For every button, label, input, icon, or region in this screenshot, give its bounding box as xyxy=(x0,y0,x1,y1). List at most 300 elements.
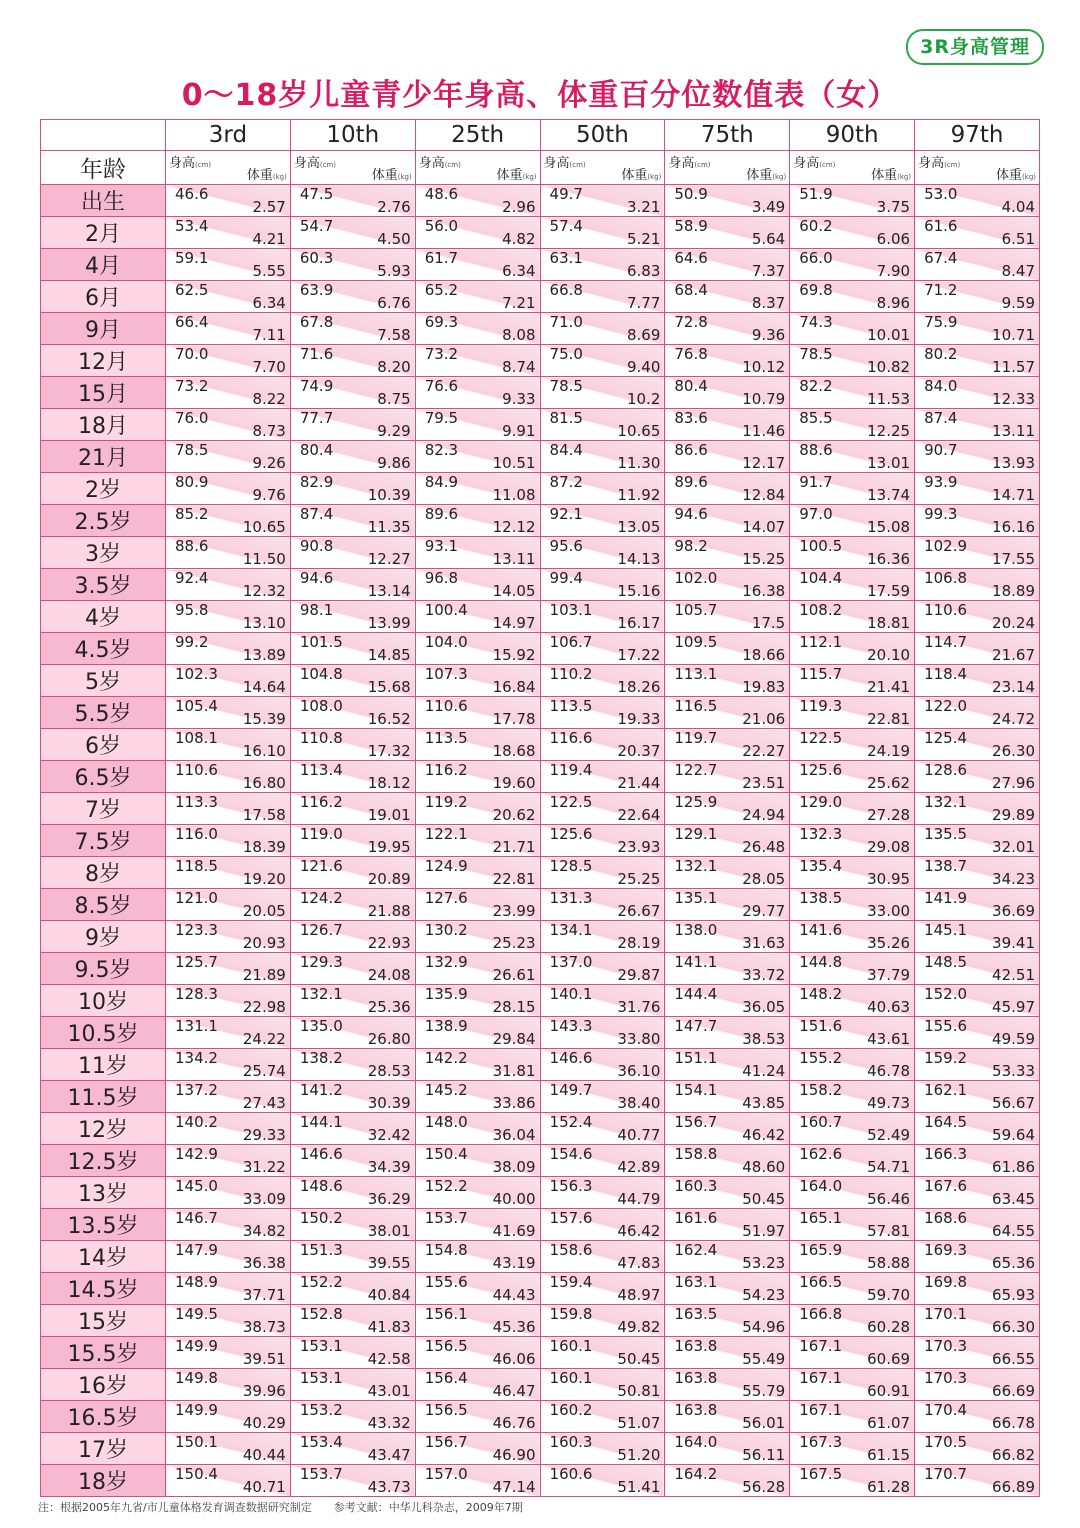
weight-value: 31.81 xyxy=(492,1062,536,1080)
weight-value: 3.75 xyxy=(876,198,911,216)
height-value: 96.8 xyxy=(424,569,459,587)
height-value: 73.2 xyxy=(424,345,459,363)
weight-value: 17.22 xyxy=(617,646,661,664)
weight-value: 30.39 xyxy=(367,1094,411,1112)
height-value: 144.4 xyxy=(674,985,718,1003)
weight-value: 10.79 xyxy=(742,390,786,408)
percentile-cell xyxy=(540,1017,665,1049)
height-value: 164.0 xyxy=(799,1177,843,1195)
height-value: 160.3 xyxy=(549,1433,593,1451)
percentile-cell xyxy=(415,1337,540,1369)
weight-value: 61.28 xyxy=(867,1478,911,1496)
percentile-cell xyxy=(540,729,665,761)
percentile-cell xyxy=(540,537,665,569)
height-value: 149.9 xyxy=(175,1337,218,1355)
weight-value: 8.47 xyxy=(1001,262,1035,280)
table-row xyxy=(41,537,1040,569)
weight-value: 51.41 xyxy=(617,1478,661,1496)
weight-value: 6.34 xyxy=(252,294,286,312)
weight-value: 5.64 xyxy=(751,230,786,248)
percentile-cell xyxy=(290,217,415,249)
weight-value: 31.63 xyxy=(742,934,786,952)
weight-label-text: 体重 xyxy=(621,168,648,183)
height-value: 76.0 xyxy=(175,409,209,427)
weight-unit: (kg) xyxy=(647,173,662,181)
height-value: 166.3 xyxy=(924,1145,968,1163)
weight-value: 25.74 xyxy=(242,1062,286,1080)
height-value: 132.9 xyxy=(424,953,468,971)
height-value: 160.7 xyxy=(799,1113,843,1131)
percentile-cell xyxy=(915,601,1040,633)
height-value: 101.5 xyxy=(299,633,343,651)
age-cell: 15.5岁 xyxy=(41,1337,166,1369)
percentile-cell xyxy=(290,1081,415,1113)
height-value: 122.1 xyxy=(424,825,468,843)
weight-value: 15.68 xyxy=(367,678,411,696)
weight-value: 12.25 xyxy=(867,422,911,440)
age-cell: 14.5岁 xyxy=(41,1273,166,1305)
percentile-cell xyxy=(540,505,665,537)
percentile-cell xyxy=(166,249,291,281)
age-cell: 21月 xyxy=(41,441,166,473)
height-value: 162.6 xyxy=(799,1145,843,1163)
weight-value: 14.85 xyxy=(367,646,411,664)
percentile-cell xyxy=(290,1433,415,1465)
height-label-text: 身高 xyxy=(418,156,445,171)
weight-value: 27.96 xyxy=(992,774,1035,792)
percentile-cell xyxy=(166,665,291,697)
weight-value: 6.06 xyxy=(876,230,911,248)
weight-value: 7.21 xyxy=(502,294,536,312)
weight-value: 7.90 xyxy=(876,262,911,280)
percentile-cell xyxy=(415,1145,540,1177)
weight-value: 7.70 xyxy=(252,358,286,376)
age-cell: 11岁 xyxy=(41,1049,166,1081)
percentile-cell xyxy=(166,1049,291,1081)
percentile-cell xyxy=(915,1081,1040,1113)
percentile-cell xyxy=(415,665,540,697)
col-header-50th: 50th xyxy=(540,120,665,151)
height-value: 89.6 xyxy=(674,473,708,491)
height-value: 87.2 xyxy=(549,473,583,491)
percentile-cell xyxy=(665,1017,790,1049)
weight-unit: (kg) xyxy=(897,173,912,181)
weight-value: 10.51 xyxy=(492,454,536,472)
percentile-header-row xyxy=(41,120,1040,151)
height-value: 137.0 xyxy=(549,953,593,971)
weight-value: 45.36 xyxy=(492,1318,536,1336)
height-value: 81.5 xyxy=(549,409,583,427)
weight-value: 6.76 xyxy=(377,294,411,312)
weight-label-text: 体重 xyxy=(996,168,1023,183)
height-value: 71.0 xyxy=(549,313,583,331)
height-value: 160.2 xyxy=(549,1401,593,1419)
height-value: 105.7 xyxy=(674,601,718,619)
weight-value: 18.66 xyxy=(742,646,786,664)
weight-value: 10.65 xyxy=(617,422,661,440)
weight-value: 28.53 xyxy=(367,1062,411,1080)
percentile-cell xyxy=(415,1177,540,1209)
height-label-text: 身高 xyxy=(293,156,320,171)
percentile-cell xyxy=(166,537,291,569)
height-value: 113.4 xyxy=(299,761,343,779)
height-value: 164.5 xyxy=(924,1113,968,1131)
weight-value: 6.51 xyxy=(1001,230,1035,248)
age-cell: 5岁 xyxy=(41,665,166,697)
table-row xyxy=(41,953,1040,985)
weight-value: 29.89 xyxy=(992,806,1035,824)
height-value: 61.6 xyxy=(924,217,958,235)
percentile-cell xyxy=(166,505,291,537)
height-value: 142.2 xyxy=(424,1049,468,1067)
percentile-cell xyxy=(415,633,540,665)
weight-value: 13.93 xyxy=(992,454,1035,472)
height-value: 125.9 xyxy=(674,793,718,811)
age-cell: 10.5岁 xyxy=(41,1017,166,1049)
percentile-cell xyxy=(166,1433,291,1465)
height-value: 167.3 xyxy=(799,1433,843,1451)
weight-value: 14.13 xyxy=(617,550,661,568)
percentile-cell xyxy=(665,729,790,761)
height-value: 132.1 xyxy=(299,985,343,1003)
percentile-cell xyxy=(665,313,790,345)
weight-value: 34.82 xyxy=(242,1222,286,1240)
percentile-cell xyxy=(540,217,665,249)
percentile-cell xyxy=(790,1465,915,1497)
age-cell: 出生 xyxy=(41,185,166,217)
percentile-cell xyxy=(290,281,415,313)
weight-value: 49.73 xyxy=(867,1094,911,1112)
percentile-cell xyxy=(665,473,790,505)
table-row xyxy=(41,569,1040,601)
weight-value: 10.65 xyxy=(242,518,286,536)
weight-value: 53.33 xyxy=(992,1062,1035,1080)
percentile-cell xyxy=(665,537,790,569)
weight-value: 13.05 xyxy=(617,518,661,536)
weight-value: 36.04 xyxy=(492,1126,536,1144)
percentile-cell xyxy=(915,249,1040,281)
height-value: 149.9 xyxy=(175,1401,218,1419)
percentile-cell xyxy=(290,1113,415,1145)
weight-unit: (kg) xyxy=(272,173,287,181)
table-row xyxy=(41,985,1040,1017)
height-value: 66.0 xyxy=(799,249,833,267)
height-value: 82.9 xyxy=(299,473,334,491)
percentile-cell xyxy=(665,281,790,313)
weight-value: 8.22 xyxy=(252,390,286,408)
col-header-90th: 90th xyxy=(790,120,915,151)
weight-value: 21.06 xyxy=(742,710,786,728)
height-value: 167.1 xyxy=(799,1401,843,1419)
height-value: 159.4 xyxy=(549,1273,593,1291)
height-value: 132.1 xyxy=(924,793,968,811)
height-value: 125.7 xyxy=(175,953,218,971)
height-label xyxy=(793,152,835,171)
percentile-cell xyxy=(290,1273,415,1305)
height-value: 151.6 xyxy=(799,1017,843,1035)
height-value: 124.9 xyxy=(424,857,468,875)
height-value: 131.3 xyxy=(549,889,593,907)
height-value: 166.5 xyxy=(799,1273,843,1291)
weight-value: 12.32 xyxy=(242,582,286,600)
percentile-cell xyxy=(540,345,665,377)
weight-value: 60.91 xyxy=(867,1382,911,1400)
percentile-cell xyxy=(540,185,665,217)
height-value: 51.9 xyxy=(799,185,833,203)
height-value: 129.0 xyxy=(799,793,843,811)
percentile-cell xyxy=(166,857,291,889)
weight-value: 53.23 xyxy=(742,1254,786,1272)
height-value: 118.5 xyxy=(175,857,218,875)
percentile-cell xyxy=(540,1113,665,1145)
height-value: 106.7 xyxy=(549,633,593,651)
height-value: 119.3 xyxy=(799,697,843,715)
percentile-cell xyxy=(790,825,915,857)
weight-value: 4.04 xyxy=(1001,198,1035,216)
table-row xyxy=(41,857,1040,889)
percentile-cell xyxy=(915,889,1040,921)
height-value: 140.2 xyxy=(175,1113,218,1131)
age-cell: 6月 xyxy=(41,281,166,313)
percentile-cell xyxy=(290,857,415,889)
weight-value: 19.33 xyxy=(617,710,661,728)
weight-label xyxy=(247,164,287,183)
height-value: 156.5 xyxy=(424,1337,468,1355)
weight-value: 17.78 xyxy=(492,710,536,728)
weight-value: 54.96 xyxy=(742,1318,786,1336)
percentile-cell xyxy=(665,377,790,409)
table-row xyxy=(41,761,1040,793)
height-value: 170.1 xyxy=(924,1305,968,1323)
height-value: 100.4 xyxy=(424,601,468,619)
height-value: 50.9 xyxy=(674,185,708,203)
weight-value: 43.32 xyxy=(367,1414,411,1432)
height-value: 109.5 xyxy=(674,633,718,651)
height-value: 69.8 xyxy=(799,281,833,299)
percentile-cell xyxy=(790,1017,915,1049)
weight-value: 39.41 xyxy=(992,934,1035,952)
height-value: 95.6 xyxy=(549,537,583,555)
height-value: 152.2 xyxy=(299,1273,343,1291)
percentile-cell xyxy=(915,729,1040,761)
weight-value: 50.45 xyxy=(617,1350,661,1368)
height-value: 122.5 xyxy=(799,729,843,747)
height-label-text: 身高 xyxy=(668,156,695,171)
percentile-cell xyxy=(915,313,1040,345)
table-row xyxy=(41,729,1040,761)
percentile-cell xyxy=(665,1113,790,1145)
weight-value: 26.61 xyxy=(492,966,536,984)
weight-value: 29.84 xyxy=(492,1030,536,1048)
height-value: 121.6 xyxy=(299,857,343,875)
percentile-cell xyxy=(290,665,415,697)
percentile-cell xyxy=(540,1177,665,1209)
percentile-cell xyxy=(415,985,540,1017)
percentile-cell xyxy=(915,1369,1040,1401)
weight-value: 56.28 xyxy=(742,1478,786,1496)
height-value: 170.3 xyxy=(924,1369,968,1387)
weight-value: 36.38 xyxy=(242,1254,286,1272)
percentile-cell xyxy=(790,377,915,409)
weight-value: 29.33 xyxy=(242,1126,286,1144)
percentile-cell xyxy=(290,1049,415,1081)
col-header-3rd: 3rd xyxy=(166,120,291,151)
height-value: 152.4 xyxy=(549,1113,593,1131)
age-cell: 4.5岁 xyxy=(41,633,166,665)
age-cell: 8.5岁 xyxy=(41,889,166,921)
percentile-cell xyxy=(540,601,665,633)
percentile-cell xyxy=(915,281,1040,313)
percentile-cell xyxy=(665,1465,790,1497)
height-value: 135.4 xyxy=(799,857,843,875)
weight-value: 6.34 xyxy=(502,262,536,280)
height-value: 106.8 xyxy=(924,569,968,587)
percentile-cell xyxy=(166,793,291,825)
age-cell: 15月 xyxy=(41,377,166,409)
percentile-cell xyxy=(915,633,1040,665)
height-value: 153.4 xyxy=(299,1433,343,1451)
percentile-cell xyxy=(790,441,915,473)
height-value: 129.3 xyxy=(299,953,343,971)
age-cell: 9岁 xyxy=(41,921,166,953)
weight-value: 12.17 xyxy=(742,454,786,472)
height-value: 146.6 xyxy=(549,1049,593,1067)
height-value: 74.9 xyxy=(299,377,334,395)
percentile-cell xyxy=(290,441,415,473)
weight-value: 46.42 xyxy=(742,1126,786,1144)
height-value: 119.2 xyxy=(424,793,468,811)
percentile-cell xyxy=(290,313,415,345)
weight-value: 25.25 xyxy=(617,870,661,888)
weight-value: 41.24 xyxy=(742,1062,786,1080)
height-value: 53.0 xyxy=(924,185,958,203)
percentile-cell xyxy=(915,1049,1040,1081)
percentile-cell xyxy=(290,601,415,633)
height-value: 162.4 xyxy=(674,1241,718,1259)
weight-value: 23.51 xyxy=(742,774,786,792)
weight-value: 41.69 xyxy=(492,1222,536,1240)
height-value: 56.0 xyxy=(424,217,459,235)
percentile-cell xyxy=(415,537,540,569)
weight-value: 43.85 xyxy=(742,1094,786,1112)
sub-header-cell xyxy=(290,151,415,185)
percentile-cell xyxy=(665,601,790,633)
weight-value: 56.01 xyxy=(742,1414,786,1432)
weight-value: 6.83 xyxy=(626,262,661,280)
height-value: 80.9 xyxy=(175,473,209,491)
percentile-cell xyxy=(166,377,291,409)
percentile-cell xyxy=(790,1049,915,1081)
height-value: 97.0 xyxy=(799,505,833,523)
percentile-cell xyxy=(790,697,915,729)
height-value: 135.5 xyxy=(924,825,968,843)
col-header-97th: 97th xyxy=(915,120,1040,151)
weight-value: 38.40 xyxy=(617,1094,661,1112)
height-value: 145.0 xyxy=(175,1177,218,1195)
height-value: 150.4 xyxy=(175,1465,218,1483)
percentile-cell xyxy=(290,793,415,825)
percentile-cell xyxy=(166,313,291,345)
height-value: 167.5 xyxy=(799,1465,843,1483)
weight-value: 57.81 xyxy=(867,1222,911,1240)
height-value: 155.6 xyxy=(424,1273,468,1291)
percentile-cell xyxy=(790,761,915,793)
height-value: 158.6 xyxy=(549,1241,593,1259)
percentile-cell xyxy=(915,985,1040,1017)
percentile-cell xyxy=(166,1113,291,1145)
age-cell: 7.5岁 xyxy=(41,825,166,857)
height-label xyxy=(419,152,461,171)
percentile-cell xyxy=(915,1273,1040,1305)
height-value: 156.7 xyxy=(674,1113,718,1131)
percentile-cell xyxy=(790,505,915,537)
weight-value: 18.12 xyxy=(367,774,411,792)
height-value: 119.0 xyxy=(299,825,343,843)
table-row xyxy=(41,1273,1040,1305)
weight-value: 40.29 xyxy=(242,1414,286,1432)
weight-value: 60.28 xyxy=(867,1318,911,1336)
age-header: 年龄 xyxy=(41,151,166,185)
weight-value: 21.89 xyxy=(242,966,286,984)
percentile-cell xyxy=(166,633,291,665)
height-value: 114.7 xyxy=(924,633,968,651)
height-value: 90.8 xyxy=(299,537,334,555)
percentile-cell xyxy=(166,953,291,985)
weight-value: 16.38 xyxy=(742,582,786,600)
percentile-cell xyxy=(665,1209,790,1241)
weight-value: 8.08 xyxy=(502,326,536,344)
weight-value: 42.51 xyxy=(992,966,1035,984)
weight-value: 50.81 xyxy=(617,1382,661,1400)
weight-value: 15.16 xyxy=(617,582,661,600)
weight-value: 4.50 xyxy=(377,230,411,248)
weight-value: 49.82 xyxy=(617,1318,661,1336)
weight-value: 24.94 xyxy=(742,806,786,824)
weight-value: 16.52 xyxy=(367,710,411,728)
percentile-cell xyxy=(540,889,665,921)
percentile-cell xyxy=(415,1241,540,1273)
weight-value: 33.72 xyxy=(742,966,786,984)
weight-value: 59.64 xyxy=(992,1126,1035,1144)
table-row xyxy=(41,1241,1040,1273)
weight-value: 21.41 xyxy=(867,678,911,696)
weight-label xyxy=(996,164,1036,183)
weight-value: 21.67 xyxy=(992,646,1035,664)
table-row xyxy=(41,441,1040,473)
weight-value: 11.92 xyxy=(617,486,661,504)
percentile-cell xyxy=(290,505,415,537)
weight-value: 22.93 xyxy=(367,934,411,952)
height-value: 163.8 xyxy=(674,1337,718,1355)
weight-value: 56.11 xyxy=(742,1446,786,1464)
height-value: 128.5 xyxy=(549,857,593,875)
percentile-cell xyxy=(665,889,790,921)
percentile-cell xyxy=(540,1433,665,1465)
percentile-cell xyxy=(665,953,790,985)
age-cell: 10岁 xyxy=(41,985,166,1017)
percentile-cell xyxy=(166,345,291,377)
table-row xyxy=(41,1113,1040,1145)
percentile-cell xyxy=(790,1209,915,1241)
weight-value: 11.50 xyxy=(242,550,286,568)
height-label-text: 身高 xyxy=(169,156,196,171)
weight-value: 26.67 xyxy=(617,902,661,920)
height-value: 93.1 xyxy=(424,537,459,555)
weight-value: 34.23 xyxy=(992,870,1035,888)
percentile-cell xyxy=(665,217,790,249)
height-value: 168.6 xyxy=(924,1209,968,1227)
weight-value: 9.26 xyxy=(252,454,286,472)
